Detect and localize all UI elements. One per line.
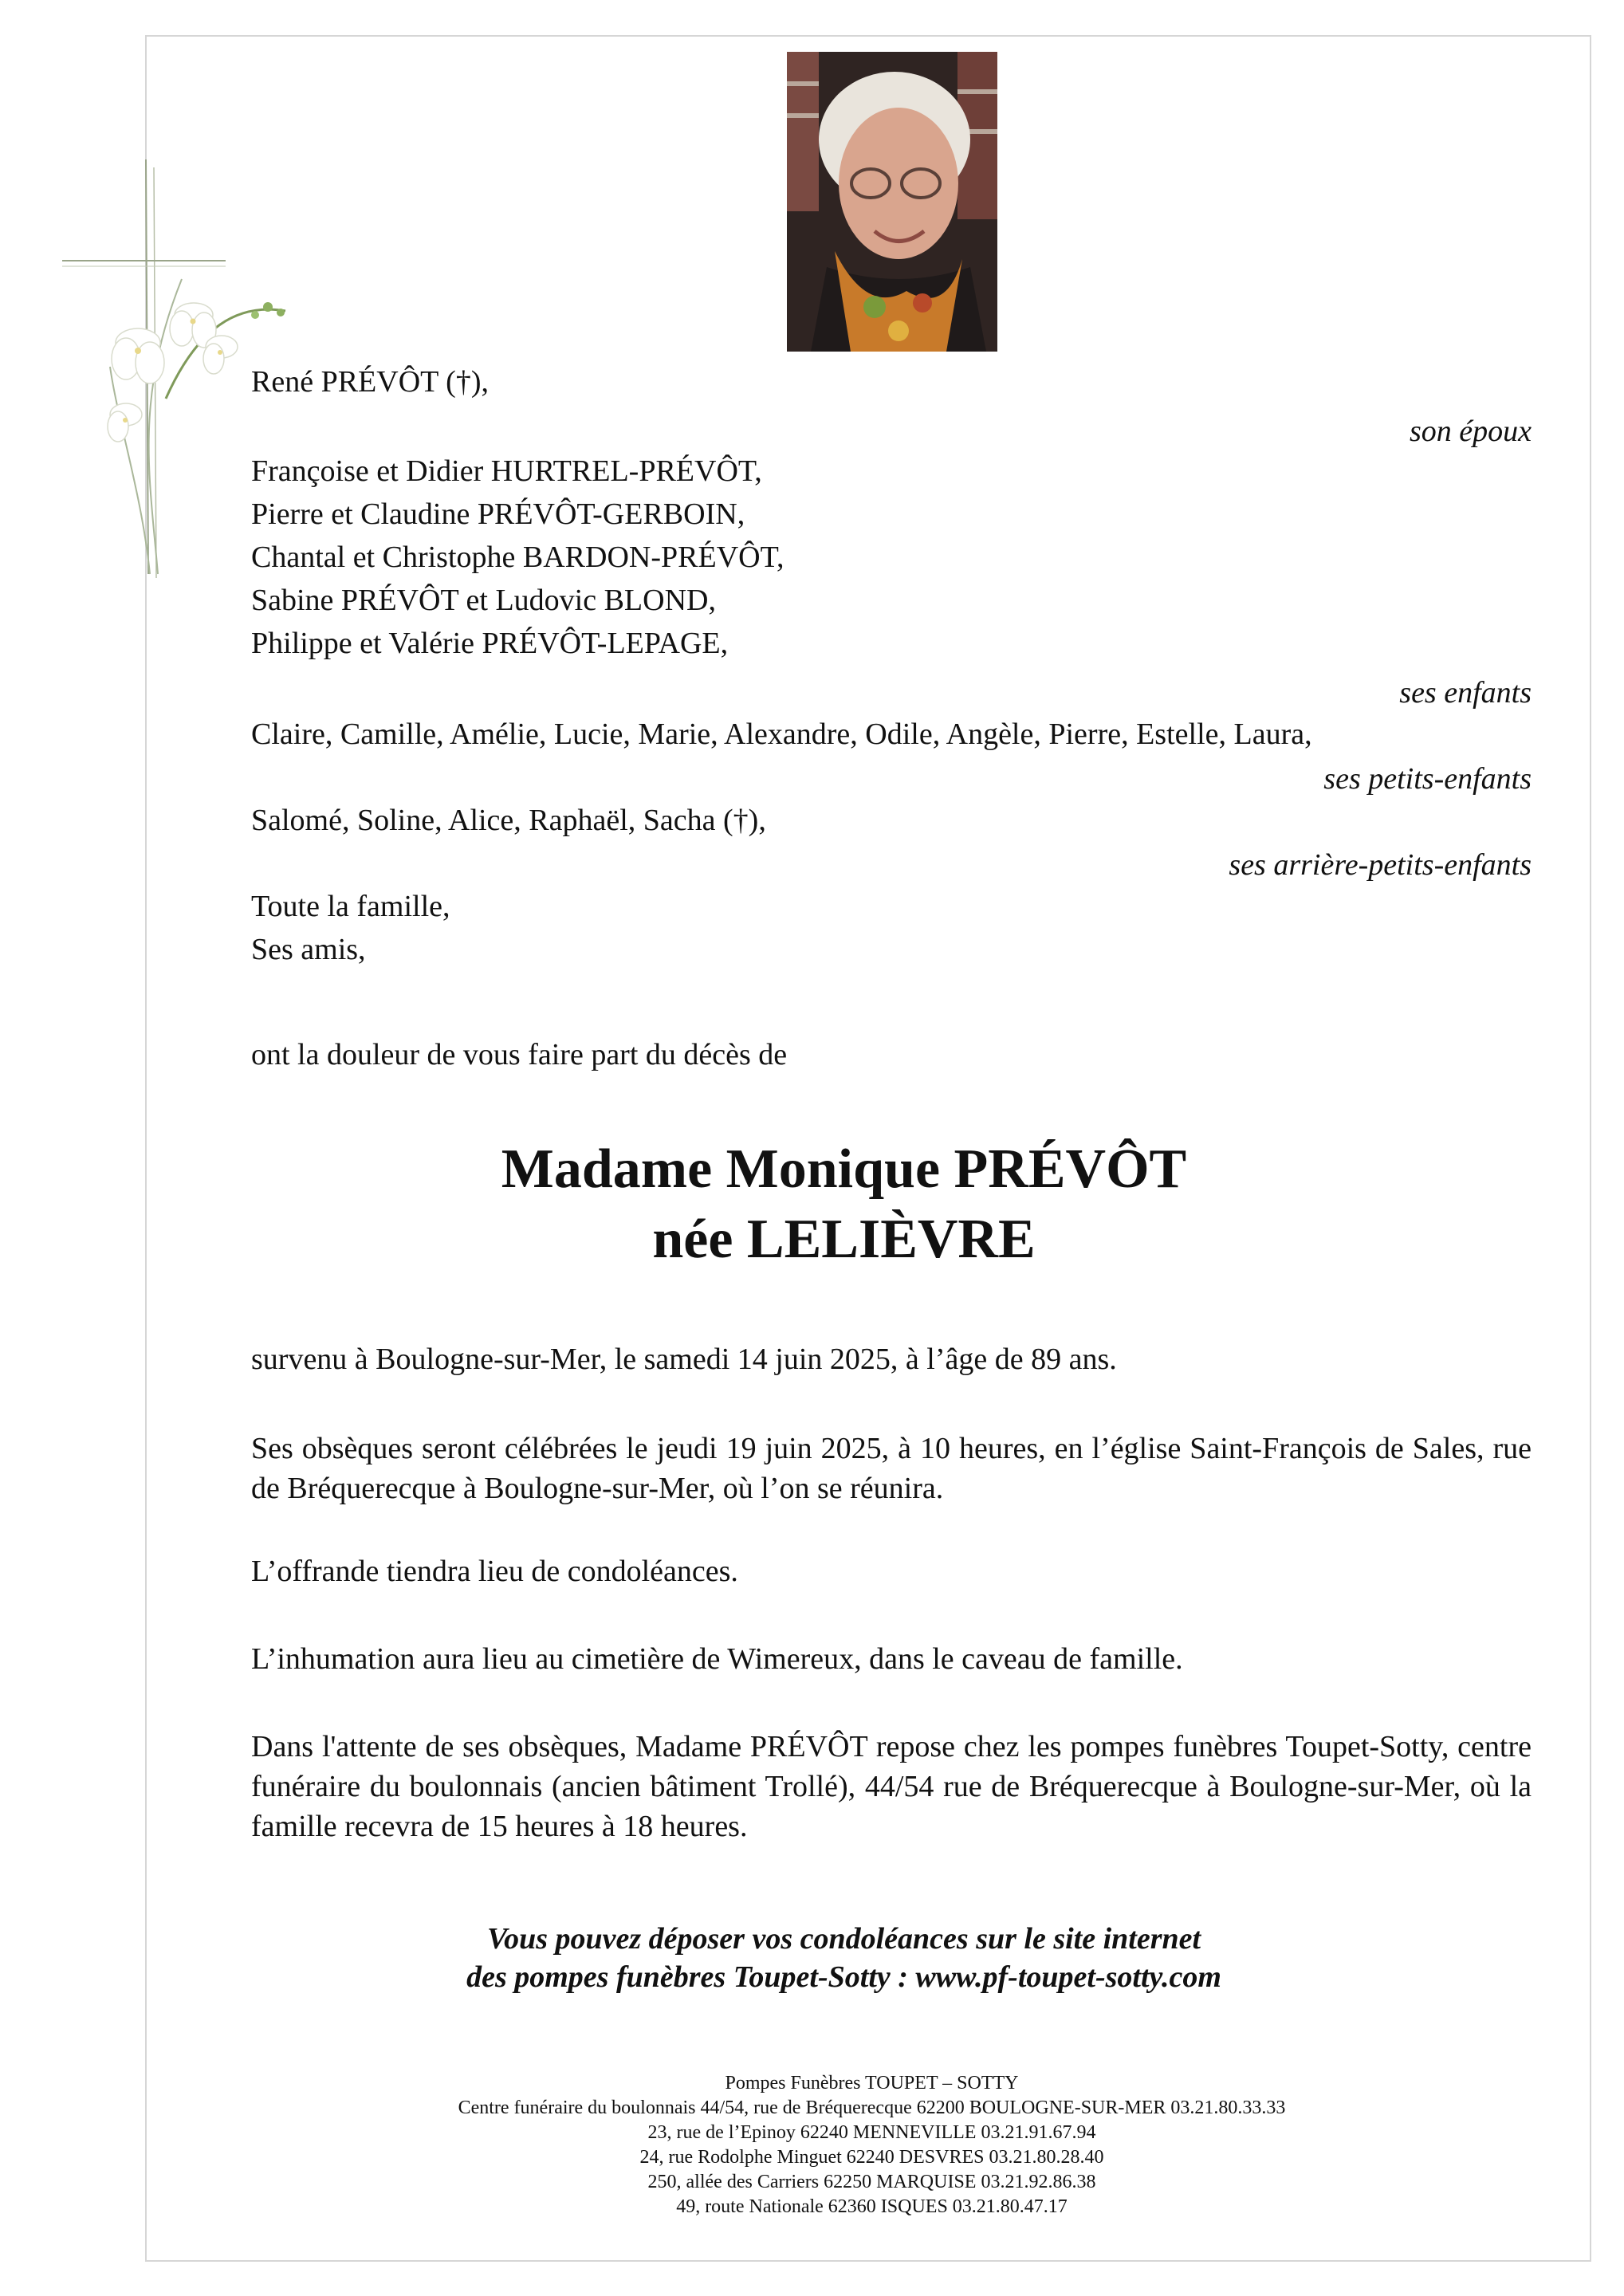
funeral-home-footer	[0, 2071, 1624, 2219]
portrait-photo	[787, 52, 997, 352]
death-paragraph: survenu à Boulogne-sur-Mer, le samedi 14 juin 2025, à l’âge de 89 ans.	[251, 1343, 1117, 1376]
announcement-line: ont la douleur de vous faire part du décès de	[251, 1038, 788, 1071]
grandchildren-role: ses petits-enfants	[1323, 762, 1532, 796]
grandchildren-names: Claire, Camille, Amélie, Lucie, Marie, Alexandre, Odile, Angèle, Pierre, Estelle, Laura,	[251, 718, 1312, 751]
child-line: Chantal et Christophe BARDON-PRÉVÔT,	[251, 541, 784, 574]
deceased-maiden-name: née LELIÈVRE	[652, 1209, 1036, 1270]
footer-line: Centre funéraire du boulonnais 44/54, rue de Bréquerecque 62200 BOULOGNE-SUR-MER 03.21.80.33.33	[458, 2097, 1286, 2118]
footer-line: 49, route Nationale 62360 ISQUES 03.21.80.47.17	[676, 2196, 1068, 2217]
child-line: Françoise et Didier HURTREL-PRÉVÔT,	[251, 454, 762, 488]
child-line: Pierre et Claudine PRÉVÔT-GERBOIN,	[251, 497, 745, 531]
footer-line: 23, rue de l’Epinoy 62240 MENNEVILLE 03.21.91.67.94	[647, 2122, 1096, 2143]
offering-paragraph: L’offrande tiendra lieu de condoléances.	[251, 1555, 738, 1588]
funeral-paragraph: Ses obsèques seront célébrées le jeudi 19 juin 2025, à 10 heures, en l’église Saint-François de Sales, rue de Bréquerecque à Boulogne-sur-Mer, où l’on se réunira.	[251, 1432, 1532, 1505]
footer-line: 24, rue Rodolphe Minguet 62240 DESVRES 03.21.80.28.40	[639, 2147, 1104, 2168]
child-line: Philippe et Valérie PRÉVÔT-LEPAGE,	[251, 627, 729, 660]
great-grandchildren-role: ses arrière-petits-enfants	[1229, 848, 1532, 882]
child-line: Sabine PRÉVÔT et Ludovic BLOND,	[251, 584, 716, 617]
children-role: ses enfants	[1399, 676, 1532, 710]
footer-line: 250, allée des Carriers 62250 MARQUISE 03.21.92.86.38	[647, 2172, 1096, 2192]
burial-paragraph: L’inhumation aura lieu au cimetière de Wimereux, dans le caveau de famille.	[251, 1642, 1183, 1676]
rest-paragraph: Dans l'attente de ses obsèques, Madame PRÉVÔT repose chez les pompes funèbres Toupet-Sotty, centre funéraire du boulonnais (ancien bâtiment Trollé), 44/54 rue de Bréquerecque à Boulogne-sur-Mer, où la famille recevra de 15 heures à 18 heures.	[251, 1730, 1532, 1843]
family-line: Toute la famille,	[251, 890, 450, 923]
great-grandchildren-names: Salomé, Soline, Alice, Raphaël, Sacha (†),	[251, 804, 766, 837]
spouse-name: René PRÉVÔT (†),	[251, 365, 489, 399]
deceased-name: Madame Monique PRÉVÔT	[501, 1138, 1187, 1200]
friends-line: Ses amis,	[251, 933, 366, 966]
condolences-line-2: des pompes funèbres Toupet-Sotty : www.pf-toupet-sotty.com	[466, 1960, 1221, 1994]
spouse-role: son époux	[1409, 415, 1532, 448]
condolences-line-1: Vous pouvez déposer vos condoléances sur le site internet	[486, 1922, 1201, 1956]
footer-line: Pompes Funèbres TOUPET – SOTTY	[725, 2073, 1019, 2094]
